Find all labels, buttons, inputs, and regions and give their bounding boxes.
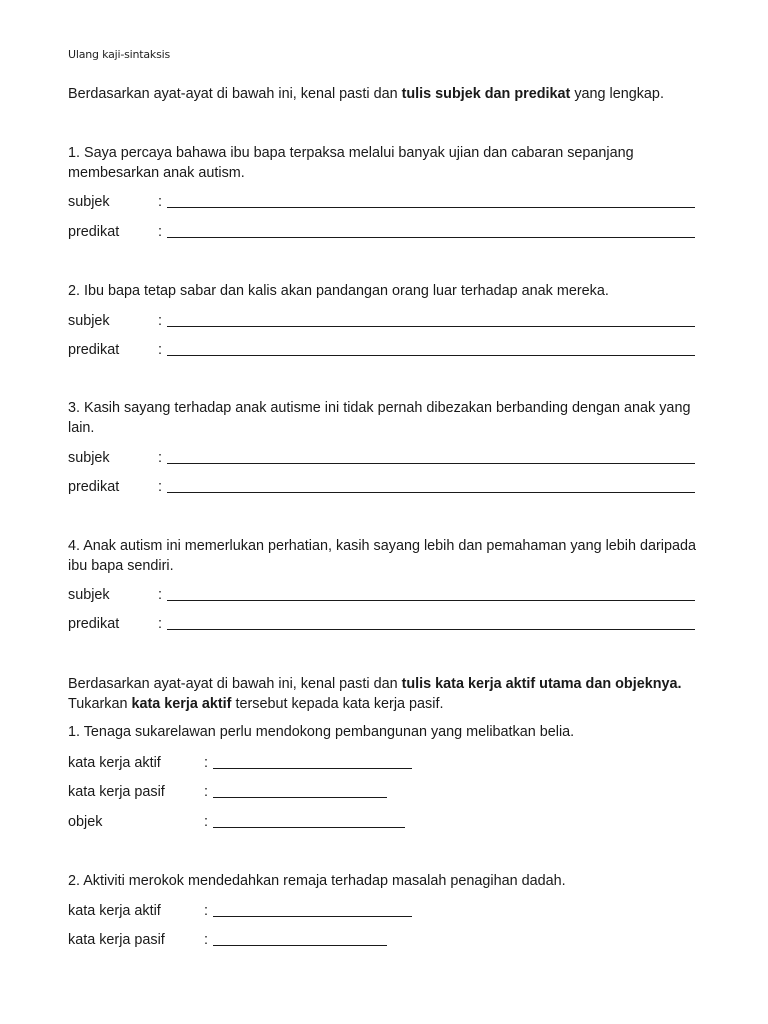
answer-blank[interactable] — [167, 326, 695, 327]
q3-subjek-field[interactable] — [68, 448, 695, 468]
answer-blank[interactable] — [167, 629, 695, 630]
colon: : — [158, 313, 162, 329]
section2-instruction-bold-2: kata kerja aktif — [131, 696, 232, 712]
section2-instruction-mid: Tukarkan — [68, 696, 132, 712]
predikat-label: predikat — [68, 224, 120, 240]
colon: : — [158, 616, 162, 632]
q3-predikat-field[interactable] — [68, 477, 695, 497]
q2-predikat-field[interactable] — [68, 340, 695, 360]
section2-instruction — [68, 674, 698, 714]
section1-question-2: 2. Ibu bapa tetap sabar dan kalis akan pandangan orang luar terhadap anak mereka. — [68, 283, 609, 299]
q2-subjek-field[interactable] — [68, 311, 695, 331]
aktif-label: kata kerja aktif — [68, 755, 161, 771]
colon: : — [158, 194, 162, 210]
section1-question-3: 3. Kasih sayang terhadap anak autisme ini tidak pernah dibezakan berbanding dengan anak yang lain. — [68, 400, 691, 436]
section1-instruction-text: Berdasarkan ayat-ayat di bawah ini, kenal pasti dan — [68, 86, 402, 102]
colon: : — [204, 932, 208, 948]
predikat-label: predikat — [68, 616, 120, 632]
aktif-label: kata kerja aktif — [68, 903, 161, 919]
section1-instruction — [68, 84, 664, 104]
worksheet-heading: Ulang kaji-sintaksis — [68, 48, 170, 61]
colon: : — [204, 814, 208, 830]
colon: : — [204, 903, 208, 919]
subjek-label: subjek — [68, 194, 110, 210]
q1-subjek-field[interactable] — [68, 192, 695, 212]
objek-label: objek — [68, 814, 103, 830]
colon: : — [158, 342, 162, 358]
pasif-label: kata kerja pasif — [68, 932, 165, 948]
s2q2-aktif-field[interactable] — [68, 901, 695, 921]
section1-instruction-bold: tulis subjek dan predikat — [401, 86, 571, 102]
subjek-label: subjek — [68, 450, 110, 466]
answer-blank[interactable] — [167, 207, 695, 208]
colon: : — [158, 587, 162, 603]
q4-predikat-field[interactable] — [68, 614, 695, 634]
predikat-label: predikat — [68, 479, 120, 495]
section2-question-2: 2. Aktiviti merokok mendedahkan remaja terhadap masalah penagihan dadah. — [68, 873, 566, 889]
section2-instruction-bold: tulis kata kerja aktif utama dan objeknya. — [401, 676, 682, 692]
colon: : — [158, 450, 162, 466]
answer-blank[interactable] — [213, 945, 387, 946]
colon: : — [158, 479, 162, 495]
q4-subjek-field[interactable] — [68, 585, 695, 605]
answer-blank[interactable] — [213, 827, 405, 828]
subjek-label: subjek — [68, 313, 110, 329]
section2-instruction-text: Berdasarkan ayat-ayat di bawah ini, kenal pasti dan — [68, 676, 402, 692]
section2-question-1: 1. Tenaga sukarelawan perlu mendokong pembangunan yang melibatkan belia. — [68, 724, 575, 740]
colon: : — [158, 224, 162, 240]
colon: : — [204, 784, 208, 800]
section2-instruction-end: tersebut kepada kata kerja pasif. — [231, 696, 444, 712]
pasif-label: kata kerja pasif — [68, 784, 165, 800]
section1-question-1: 1. Saya percaya bahawa ibu bapa terpaksa melalui banyak ujian dan cabaran sepanjang membesarkan anak autism. — [68, 145, 634, 181]
s2q1-aktif-field[interactable] — [68, 753, 695, 773]
section1-question-4: 4. Anak autism ini memerlukan perhatian, kasih sayang lebih dan pemahaman yang lebih daripada ibu bapa sendiri. — [68, 538, 696, 574]
predikat-label: predikat — [68, 342, 120, 358]
subjek-label: subjek — [68, 587, 110, 603]
s2q2-pasif-field[interactable] — [68, 930, 695, 950]
answer-blank[interactable] — [167, 492, 695, 493]
answer-blank[interactable] — [167, 463, 695, 464]
answer-blank[interactable] — [167, 355, 695, 356]
answer-blank[interactable] — [213, 916, 412, 917]
q1-predikat-field[interactable] — [68, 222, 695, 242]
answer-blank[interactable] — [167, 600, 695, 601]
s2q1-objek-field[interactable] — [68, 812, 695, 832]
answer-blank[interactable] — [213, 797, 387, 798]
answer-blank[interactable] — [213, 768, 412, 769]
colon: : — [204, 755, 208, 771]
s2q1-pasif-field[interactable] — [68, 782, 695, 802]
section1-instruction-end: yang lengkap. — [570, 86, 664, 102]
answer-blank[interactable] — [167, 237, 695, 238]
